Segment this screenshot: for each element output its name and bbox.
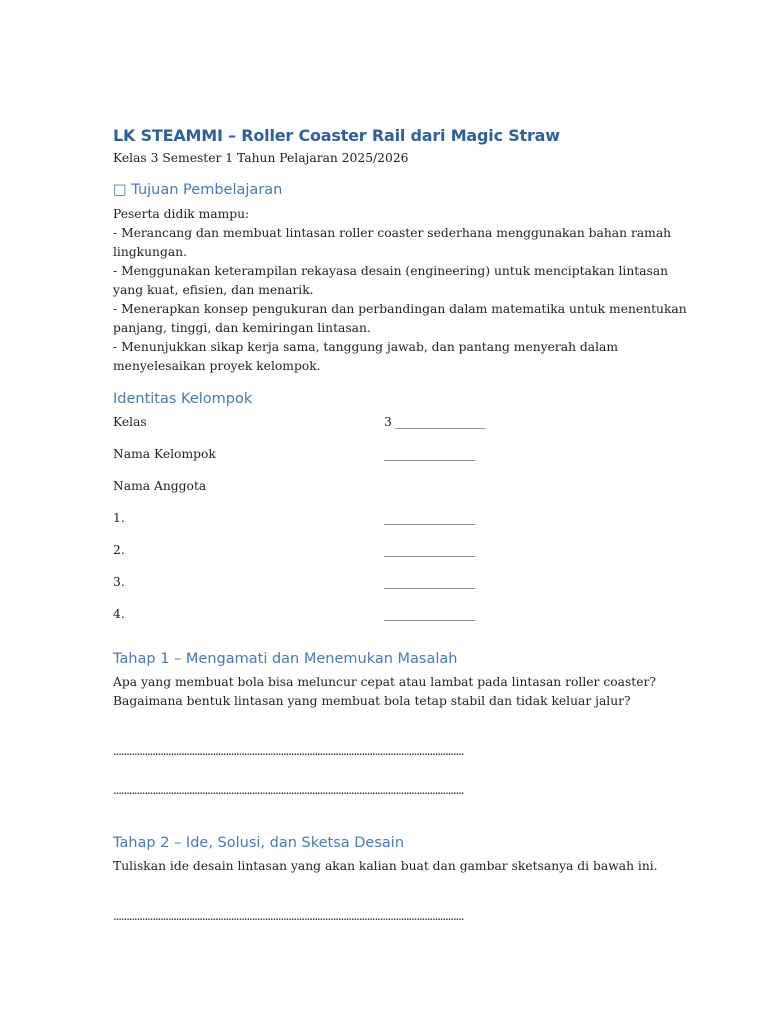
- tahap1-answer-line[interactable]: ......................................................................................................................................: [113, 783, 464, 797]
- identitas-field-nama-kelompok[interactable]: ________________: [384, 447, 475, 461]
- anggota-field-2[interactable]: ________________: [384, 543, 475, 557]
- tahap1-question: Bagaimana bentuk lintasan yang membuat bola tetap stabil dan tidak keluar jalur?: [113, 694, 631, 708]
- tujuan-heading: □ Tujuan Pembelajaran: [113, 182, 283, 198]
- document-subtitle: Kelas 3 Semester 1 Tahun Pelajaran 2025/2026: [113, 151, 409, 165]
- anggota-field-3[interactable]: ________________: [384, 575, 475, 589]
- tahap2-heading: Tahap 2 – Ide, Solusi, dan Sketsa Desain: [113, 835, 405, 851]
- anggota-label-3: 3.: [113, 575, 125, 589]
- identitas-label-nama-anggota: Nama Anggota: [113, 479, 207, 493]
- identitas-field-kelas[interactable]: 3 ________________: [384, 415, 486, 429]
- tujuan-line: - Menggunakan keterampilan rekayasa desain (engineering) untuk menciptakan lintasan: [113, 264, 669, 278]
- tujuan-line: menyelesaikan proyek kelompok.: [113, 359, 321, 373]
- document-title: LK STEAMMI – Roller Coaster Rail dari Magic Straw: [113, 126, 560, 145]
- identitas-label-nama-kelompok: Nama Kelompok: [113, 447, 216, 461]
- tujuan-line: panjang, tinggi, dan kemiringan lintasan.: [113, 321, 371, 335]
- tujuan-line: - Menerapkan konsep pengukuran dan perbandingan dalam matematika untuk menentukan: [113, 302, 687, 316]
- identitas-label-kelas: Kelas: [113, 415, 147, 429]
- tujuan-text: [113, 205, 687, 376]
- tahap1-heading: Tahap 1 – Mengamati dan Menemukan Masalah: [113, 651, 458, 667]
- tahap1-question: Apa yang membuat bola bisa meluncur cepat atau lambat pada lintasan roller coaster?: [113, 675, 656, 689]
- tahap2-answer-line[interactable]: ......................................................................................................................................: [113, 909, 464, 923]
- tahap1-text: [113, 673, 656, 711]
- tahap1-answer-line[interactable]: ......................................................................................................................................: [113, 744, 464, 758]
- tahap2-instruction: Tuliskan ide desain lintasan yang akan kalian buat dan gambar sketsanya di bawah ini.: [113, 859, 658, 873]
- tahap2-text: [113, 857, 658, 876]
- anggota-label-4: 4.: [113, 607, 125, 621]
- anggota-field-4[interactable]: ________________: [384, 607, 475, 621]
- identitas-heading: Identitas Kelompok: [113, 391, 253, 407]
- anggota-field-1[interactable]: ________________: [384, 511, 475, 525]
- tujuan-line: - Merancang dan membuat lintasan roller coaster sederhana menggunakan bahan ramah: [113, 226, 672, 240]
- anggota-label-2: 2.: [113, 543, 125, 557]
- anggota-label-1: 1.: [113, 511, 125, 525]
- tujuan-line: - Menunjukkan sikap kerja sama, tanggung jawab, dan pantang menyerah dalam: [113, 340, 619, 354]
- tujuan-line: lingkungan.: [113, 245, 187, 259]
- tujuan-line: Peserta didik mampu:: [113, 207, 250, 221]
- tujuan-line: yang kuat, efisien, dan menarik.: [113, 283, 314, 297]
